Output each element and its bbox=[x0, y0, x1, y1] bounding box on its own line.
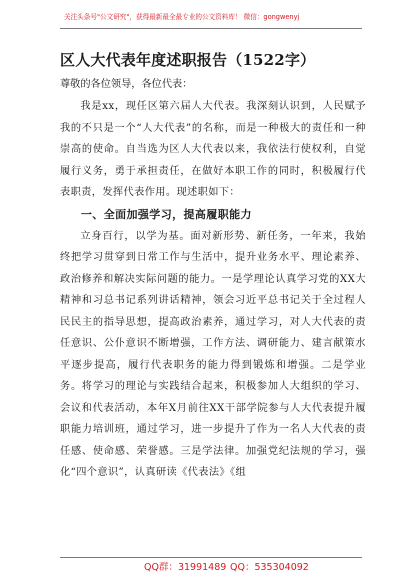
footer bbox=[60, 560, 362, 576]
qq-group-text: QQ群：31991489 bbox=[144, 562, 227, 573]
section-paragraph: 立身百行，以学为基。面对新形势、新任务，一年来，我始终把学习贯穿到日常工作与生活中，提升业务水平、理论素养、政治修养和解决实际问题的能力。一是学理论认真学习党的XX大精神和习总书记系列讲话精神，领会习近平总书记关于全过程人民民主的指导思想，提高政治素养，通过学习，对人大代表的责任意识、公仆意识不断增强，工作方法、调研能力、建言献策水平逐步提高，履行代表职务的能力得到锻炼和增强。二是学业务。将学习的理论与实践结合起来，积极参加人大组织的学习、会议和代表活动，本年X月前往XX干部学院参与人大代表提升履职能力培训班，通过学习，进一步提升了作为一名人大代表的责任感、使命感、荣誉感。三是学法律。加强党纪法规的学习，强化“四个意识”，认真研读《代表法》《组 bbox=[60, 230, 366, 478]
intro-paragraph: 我是xx，现任区第六届人大代表。我深刻认识到，人民赋予我的不只是一个“人大代表”的名称，而是一种极大的责任和一种崇高的使命。自当选为区人大代表以来，我依法行使权利，自觉履行义务，勇于承担责任，在做好本职工作的同时，积极履行代表职责，发挥代表作用。现述职如下： bbox=[60, 101, 366, 198]
header-divider bbox=[60, 28, 362, 29]
qq-contact-text: QQ：535304092 bbox=[230, 562, 309, 573]
header-banner: 关注头条号"公文研究"，获得最新最全最专业的公文资料库！ 微信：gongwenyj bbox=[64, 13, 300, 21]
document-title: 区人大代表年度述职报告（1522字） bbox=[60, 51, 316, 69]
salutation: 尊敬的各位领导，各位代表： bbox=[60, 79, 193, 90]
footer-divider bbox=[60, 557, 362, 558]
document-body bbox=[60, 96, 366, 484]
section-heading: 一、全面加强学习，提高履职能力 bbox=[80, 207, 252, 221]
